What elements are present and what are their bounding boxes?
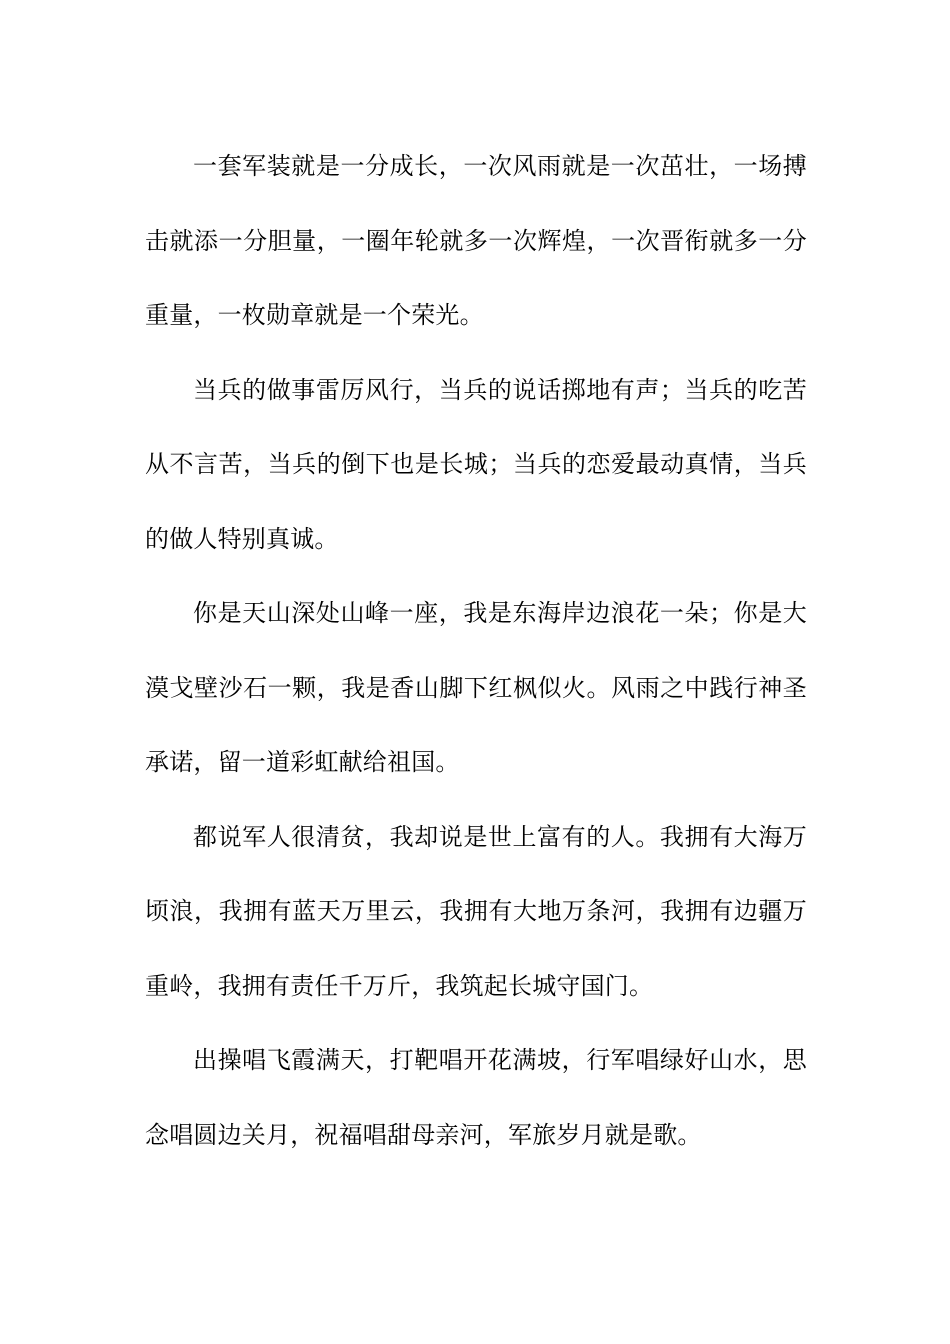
paragraph-3: 你是天山深处山峰一座，我是东海岸边浪花一朵；你是大漠戈壁沙石一颗，我是香山脚下红枫似火。风雨之中践行神圣承诺，留一道彩虹献给祖国。: [145, 599, 807, 776]
paragraph-2: 当兵的做事雷厉风行，当兵的说话掷地有声；当兵的吃苦从不言苦，当兵的倒下也是长城；当兵的恋爱最动真情，当兵的做人特别真诚。: [145, 375, 807, 553]
paragraph-1: 一套军装就是一分成长，一次风雨就是一次茁壮，一场搏击就添一分胆量，一圈年轮就多一次辉煌，一次晋衔就多一分重量，一枚勋章就是一个荣光。: [145, 152, 807, 329]
document-body: [145, 129, 807, 1172]
paragraph-5: 出操唱飞霞满天，打靶唱开花满坡，行军唱绿好山水，思念唱圆边关月，祝福唱甜母亲河，军旅岁月就是歌。: [145, 1046, 807, 1149]
paragraph-4: 都说军人很清贫，我却说是世上富有的人。我拥有大海万顷浪，我拥有蓝天万里云，我拥有大地万条河，我拥有边疆万重岭，我拥有责任千万斤，我筑起长城守国门。: [145, 822, 807, 1000]
